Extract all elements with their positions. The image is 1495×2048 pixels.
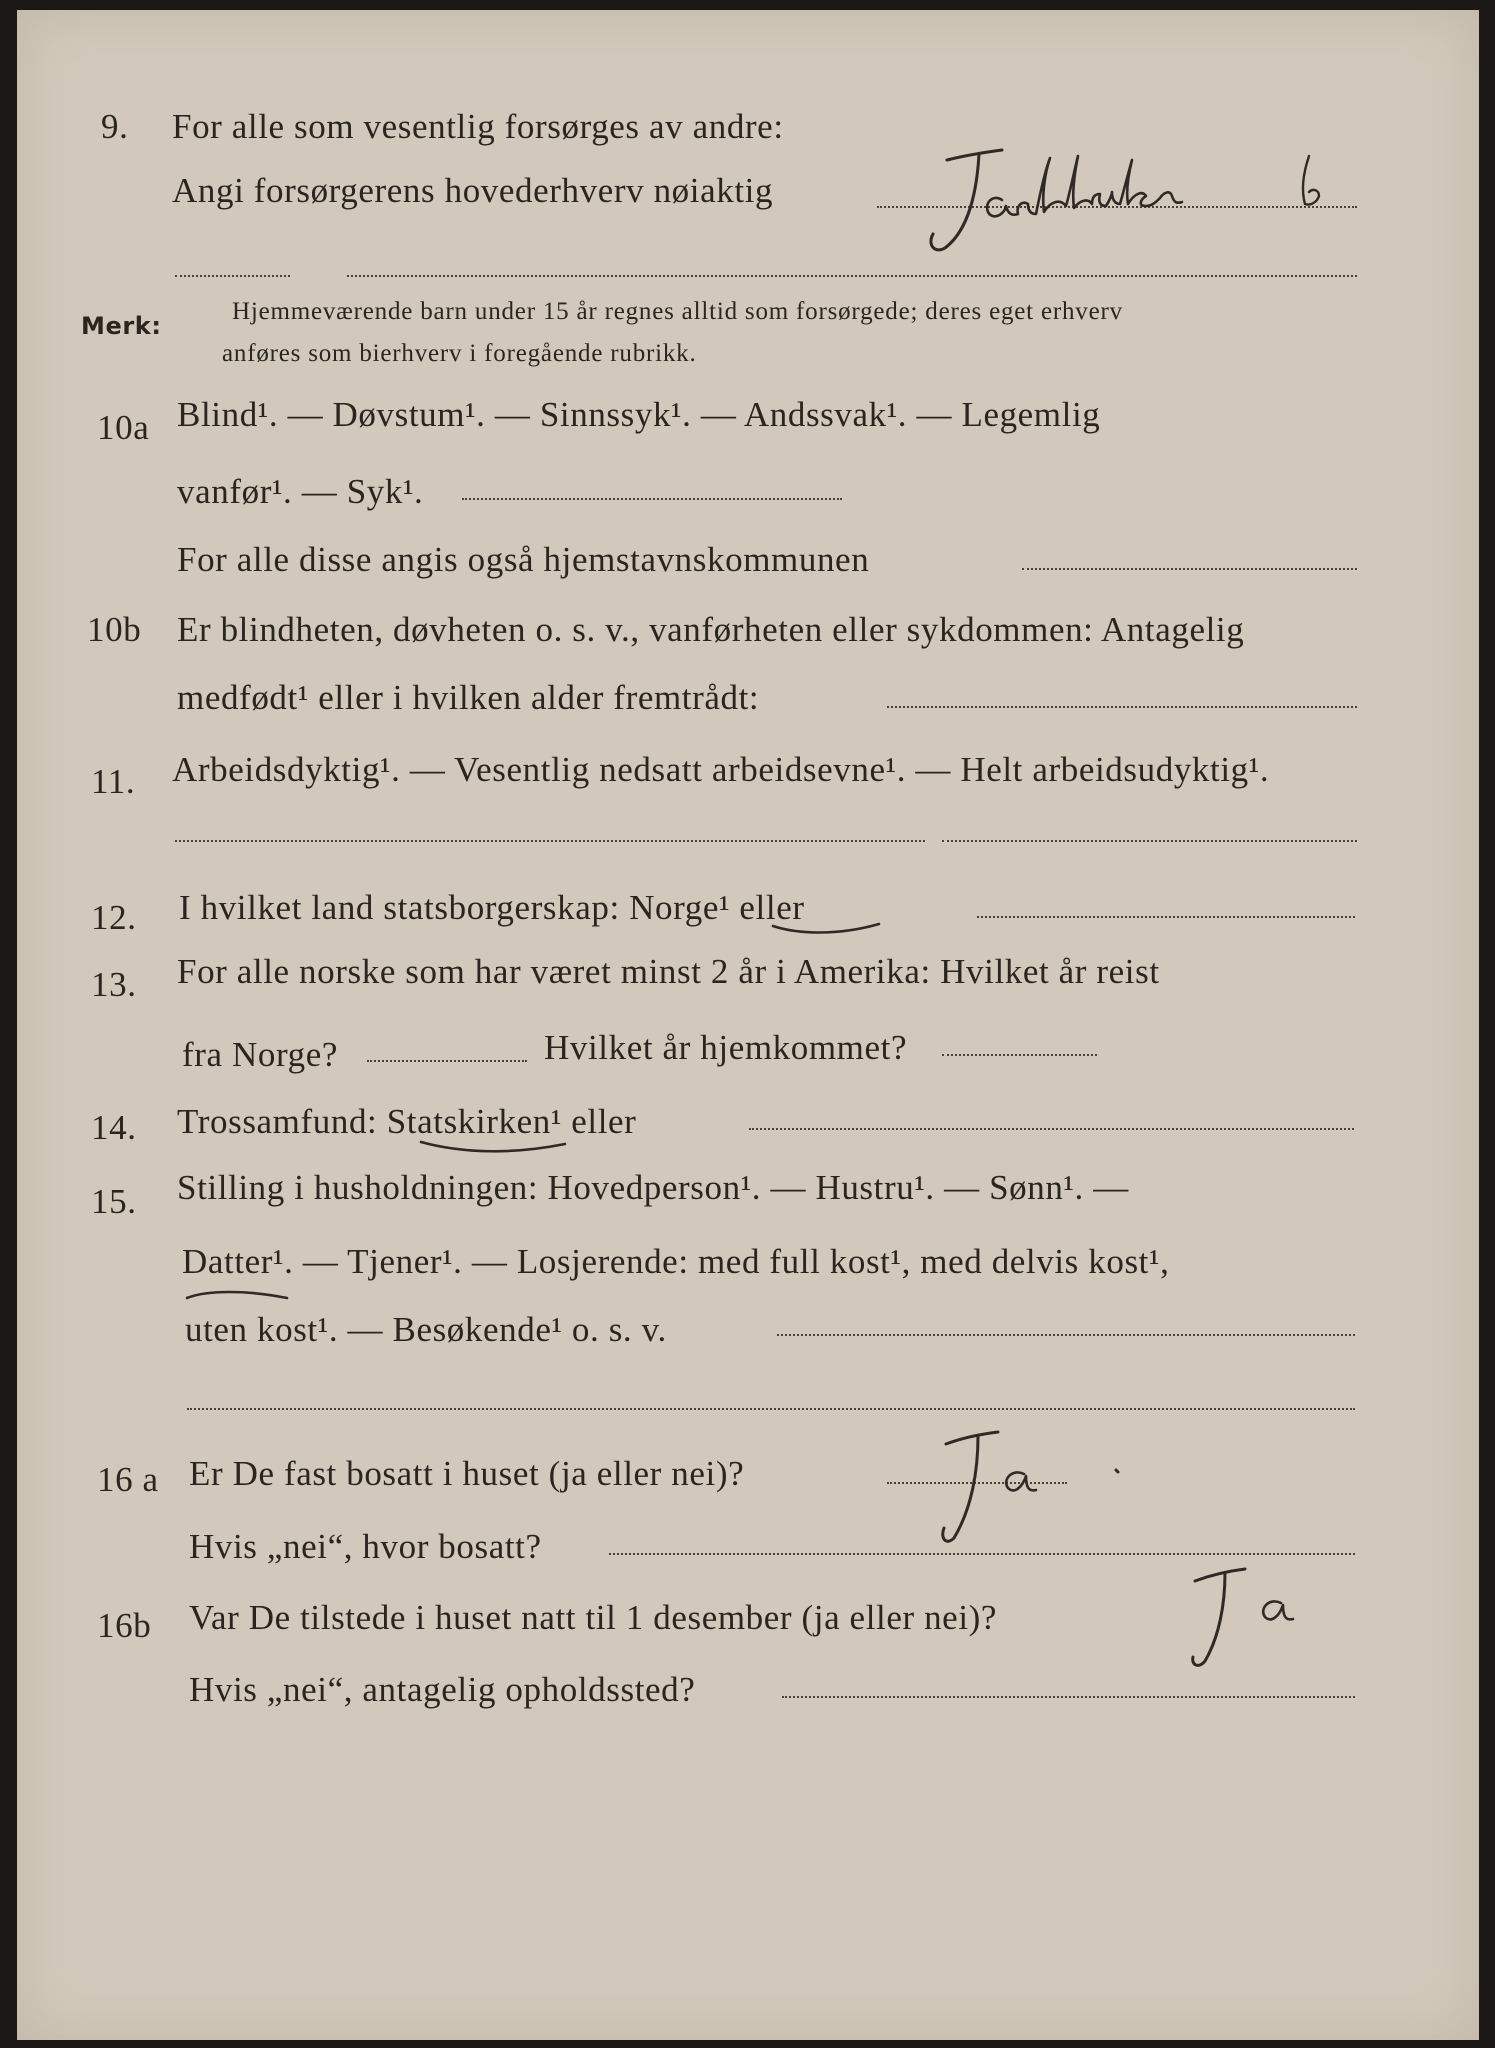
q9-extra-line-left <box>175 275 290 277</box>
q13-hjemkommet-answer-line[interactable] <box>942 1054 1097 1056</box>
q11-line1: Arbeidsdyktig¹. — Vesentlig nedsatt arbeidsevne¹. — Helt arbeidsudyktig¹. <box>172 750 1270 789</box>
q15-number: 15. <box>91 1182 137 1221</box>
q10a-line3: For alle disse angis også hjemstavnskommunen <box>177 540 870 579</box>
q15-line2: Datter¹. — Tjener¹. — Losjerende: med full kost¹, med delvis kost¹, <box>182 1242 1170 1281</box>
q9-line2: Angi forsørgerens hovederhverv nøiaktig <box>172 171 774 210</box>
q15-line1: Stilling i husholdningen: Hovedperson¹. — Hustru¹. — Sønn¹. — <box>177 1168 1129 1207</box>
q16b-line2: Hvis „nei“, antagelig opholdssted? <box>189 1670 696 1709</box>
q16a-line2: Hvis „nei“, hvor bosatt? <box>189 1527 542 1566</box>
merk-label: Merk: <box>81 312 162 340</box>
q10a-line1: Blind¹. — Døvstum¹. — Sinnssyk¹. — Andssvak¹. — Legemlig <box>177 395 1101 434</box>
q9-line1: For alle som vesentlig forsørges av andre: <box>172 107 784 146</box>
q9-extra-line-right[interactable] <box>347 275 1357 277</box>
q13-line2a: fra Norge? <box>182 1035 338 1074</box>
q16b-line1: Var De tilstede i huset natt til 1 desember (ja eller nei)? <box>189 1598 998 1637</box>
q13-reist-answer-line[interactable] <box>367 1060 527 1062</box>
q12-answer-line[interactable] <box>977 916 1355 918</box>
q10a-line2: vanfør¹. — Syk¹. <box>177 472 424 511</box>
q11-extra-line-right[interactable] <box>942 840 1357 842</box>
q14-answer-line[interactable] <box>749 1128 1354 1130</box>
merk-line2: anføres som bierhverv i foregående rubrikk. <box>222 340 697 367</box>
q13-line1: For alle norske som har været minst 2 år i Amerika: Hvilket år reist <box>177 952 1160 991</box>
q15-extra-line[interactable] <box>187 1408 1355 1410</box>
q10b-answer-line[interactable] <box>887 706 1357 708</box>
q10a-line2-answer-line[interactable] <box>462 498 842 500</box>
q10a-line3-answer-line[interactable] <box>1022 568 1357 570</box>
q12-line1: I hvilket land statsborgerskap: Norge¹ eller <box>179 888 805 927</box>
q13-number: 13. <box>91 965 137 1004</box>
q14-number: 14. <box>91 1108 137 1147</box>
q10a-number: 10a <box>97 408 150 447</box>
q11-extra-line-left[interactable] <box>175 840 925 842</box>
q16a-line2-answer-line[interactable] <box>609 1553 1355 1555</box>
q13-line2b: Hvilket år hjemkommet? <box>544 1028 908 1067</box>
q9-answer-line[interactable] <box>877 206 1357 208</box>
merk-line1: Hjemmeværende barn under 15 år regnes alltid som forsørgede; deres eget erhverv <box>232 298 1123 325</box>
q10b-line1: Er blindheten, døvheten o. s. v., vanførheten eller sykdommen: Antagelig <box>177 610 1245 649</box>
q14-line1: Trossamfund: Statskirken¹ eller <box>177 1102 637 1141</box>
census-form-page <box>17 10 1479 2040</box>
q16a-line1: Er De fast bosatt i huset (ja eller nei)? <box>189 1454 745 1493</box>
q15-answer-line[interactable] <box>777 1334 1355 1336</box>
q11-number: 11. <box>91 762 136 801</box>
q9-number: 9. <box>101 107 129 146</box>
q16b-number: 16b <box>97 1606 152 1645</box>
q15-line3: uten kost¹. — Besøkende¹ o. s. v. <box>185 1310 667 1349</box>
q16b-handwritten-answer <box>1177 1565 1347 1675</box>
q16a-handwritten-answer <box>932 1420 1132 1550</box>
q15-datter-underline-mark <box>177 1282 297 1312</box>
q9-handwritten-answer <box>907 130 1357 260</box>
q10b-line2: medfødt¹ eller i hvilken alder fremtrådt: <box>177 678 760 717</box>
q16b-line2-answer-line[interactable] <box>782 1696 1355 1698</box>
q16a-answer-line[interactable] <box>887 1482 1067 1484</box>
q16a-number: 16 a <box>97 1460 159 1499</box>
q10b-number: 10b <box>87 610 142 649</box>
q12-number: 12. <box>91 898 137 937</box>
